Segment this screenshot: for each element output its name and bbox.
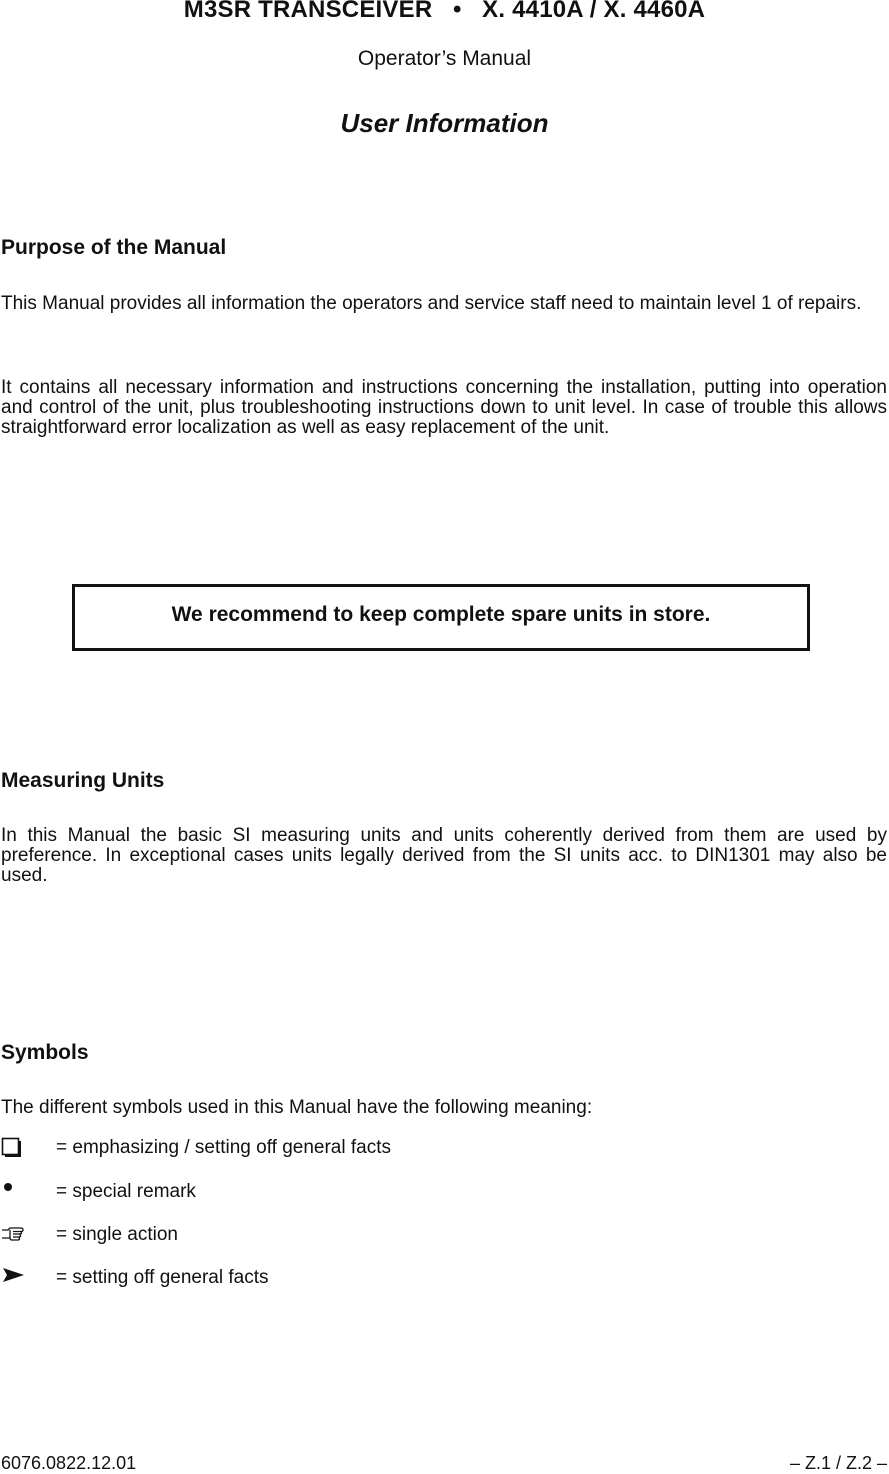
measuring-units-heading: Measuring Units	[1, 769, 165, 792]
footer-doc-number: 6076.0822.12.01	[1, 1453, 137, 1473]
measuring-units-paragraph: In this Manual the basic SI measuring units and units coherently derived from them are used by preference. In exceptional cases units legally derived from the SI units acc. to DIN1301 may also be used.	[1, 825, 887, 886]
purpose-paragraph-2: It contains all necessary information and instructions concerning the installation, putting into operation and control of the unit, plus troubleshooting instructions down to unit level. In case of trouble this allows straightforward error localization as well as easy replacement of the unit.	[1, 377, 887, 438]
symbols-heading: Symbols	[1, 1041, 89, 1064]
recommendation-box	[72, 584, 810, 651]
symbol-row	[0, 1137, 889, 1163]
shadowed-checkbox-icon	[1, 1137, 29, 1161]
pointing-hand-icon	[1, 1224, 29, 1248]
footer-page-number: – Z.1 / Z.2 –	[789, 1453, 887, 1473]
document-title: M3SR TRANSCEIVER • X. 4410A / X. 4460A	[183, 0, 706, 23]
symbols-intro: The different symbols used in this Manual have the following meaning:	[1, 1097, 593, 1118]
symbol-row	[0, 1181, 889, 1207]
symbol-description: = emphasizing / setting off general facts	[56, 1137, 391, 1158]
purpose-paragraph-1: This Manual provides all information the operators and service staff need to maintain level 1 of repairs.	[1, 293, 862, 314]
symbol-row	[0, 1224, 889, 1250]
purpose-heading: Purpose of the Manual	[1, 236, 227, 259]
bullet-icon	[1, 1181, 29, 1205]
arrowhead-icon	[1, 1267, 29, 1291]
recommendation-text: We recommend to keep complete spare units in store.	[171, 602, 711, 626]
symbol-description: = setting off general facts	[56, 1267, 269, 1288]
symbol-row	[0, 1267, 889, 1293]
document-subtitle: Operator’s Manual	[357, 47, 532, 70]
symbol-description: = special remark	[56, 1181, 196, 1202]
section-title: User Information	[340, 108, 549, 138]
symbol-description: = single action	[56, 1224, 178, 1245]
